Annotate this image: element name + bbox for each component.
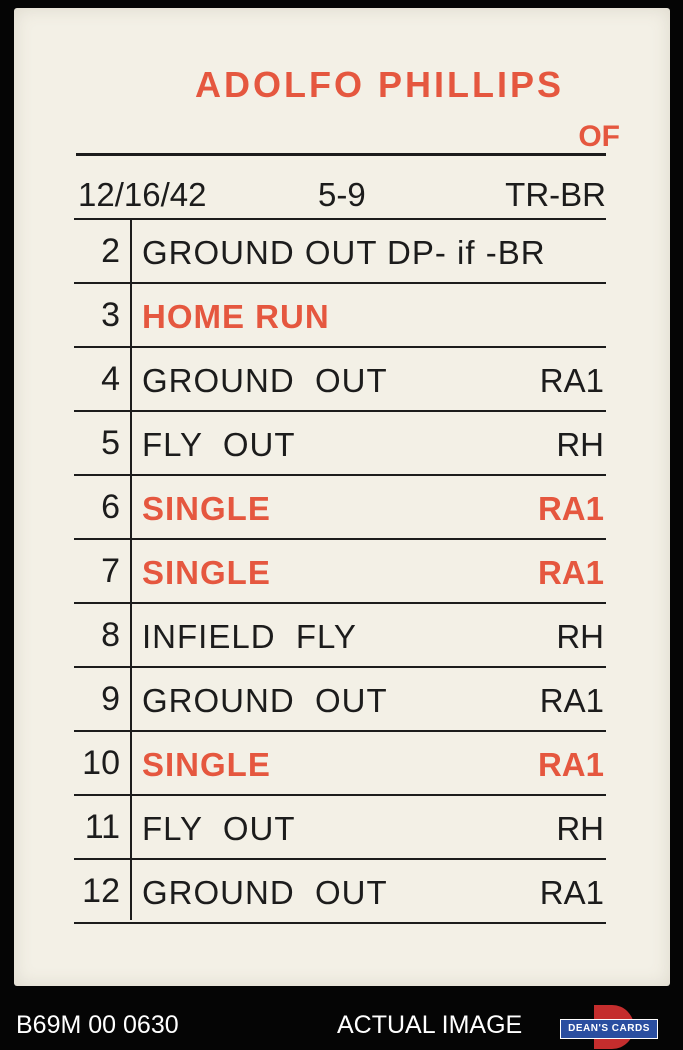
result-row (74, 538, 606, 602)
roll-number: 12 (82, 872, 120, 910)
logo-text: DEAN'S CARDS (560, 1019, 658, 1039)
runner-code: RH (556, 426, 604, 463)
player-height: 5-9 (318, 176, 366, 213)
play-result: SINGLE (142, 554, 271, 591)
runner-code: RH (556, 618, 604, 655)
roll-number: 4 (101, 360, 120, 398)
runner-code: RA1 (539, 874, 604, 911)
play-result: GROUND OUT (142, 682, 388, 719)
roll-number: 3 (101, 296, 120, 334)
play-result: SINGLE (142, 746, 271, 783)
birth-date: 12/16/42 (78, 176, 207, 213)
result-row (74, 282, 606, 346)
actual-image-label: ACTUAL IMAGE (337, 1011, 523, 1039)
result-row (74, 218, 606, 282)
throws-bats: TR-BR (505, 176, 606, 213)
roll-number: 10 (82, 744, 120, 782)
listing-footer (0, 1005, 683, 1050)
result-row (74, 474, 606, 538)
play-result: GROUND OUT (142, 874, 388, 911)
result-row (74, 602, 606, 666)
deans-cards-logo (560, 1005, 656, 1049)
roll-number: 5 (101, 424, 120, 462)
roll-number: 9 (101, 680, 120, 718)
runner-code: RH (556, 810, 604, 847)
runner-code: RA1 (537, 490, 604, 527)
play-result: INFIELD FLY (142, 618, 357, 655)
result-row (74, 410, 606, 474)
roll-number: 2 (101, 232, 120, 270)
runner-code: RA1 (539, 682, 604, 719)
roll-number: 11 (84, 808, 120, 846)
play-result: SINGLE (142, 490, 271, 527)
runner-code: RA1 (537, 554, 604, 591)
result-row (74, 666, 606, 730)
player-position: OF (578, 120, 620, 153)
play-result: HOME RUN (142, 298, 330, 335)
header-rule (76, 153, 606, 156)
roll-number: 6 (101, 488, 120, 526)
play-result: FLY OUT (142, 810, 296, 847)
result-row (74, 730, 606, 794)
result-row (74, 794, 606, 858)
play-result: FLY OUT (142, 426, 296, 463)
player-name: ADOLFO PHILLIPS (195, 64, 564, 105)
item-id: B69M 00 0630 (16, 1011, 179, 1039)
play-result: GROUND OUT (142, 362, 388, 399)
roll-number: 7 (101, 552, 120, 590)
play-result: GROUND OUT DP- if -BR (142, 234, 546, 271)
player-info-row (76, 170, 606, 216)
runner-code: RA1 (537, 746, 604, 783)
roll-number: 8 (101, 616, 120, 654)
result-row (74, 858, 606, 924)
result-row (74, 346, 606, 410)
dice-result-chart (74, 218, 606, 924)
runner-code: RA1 (539, 362, 604, 399)
